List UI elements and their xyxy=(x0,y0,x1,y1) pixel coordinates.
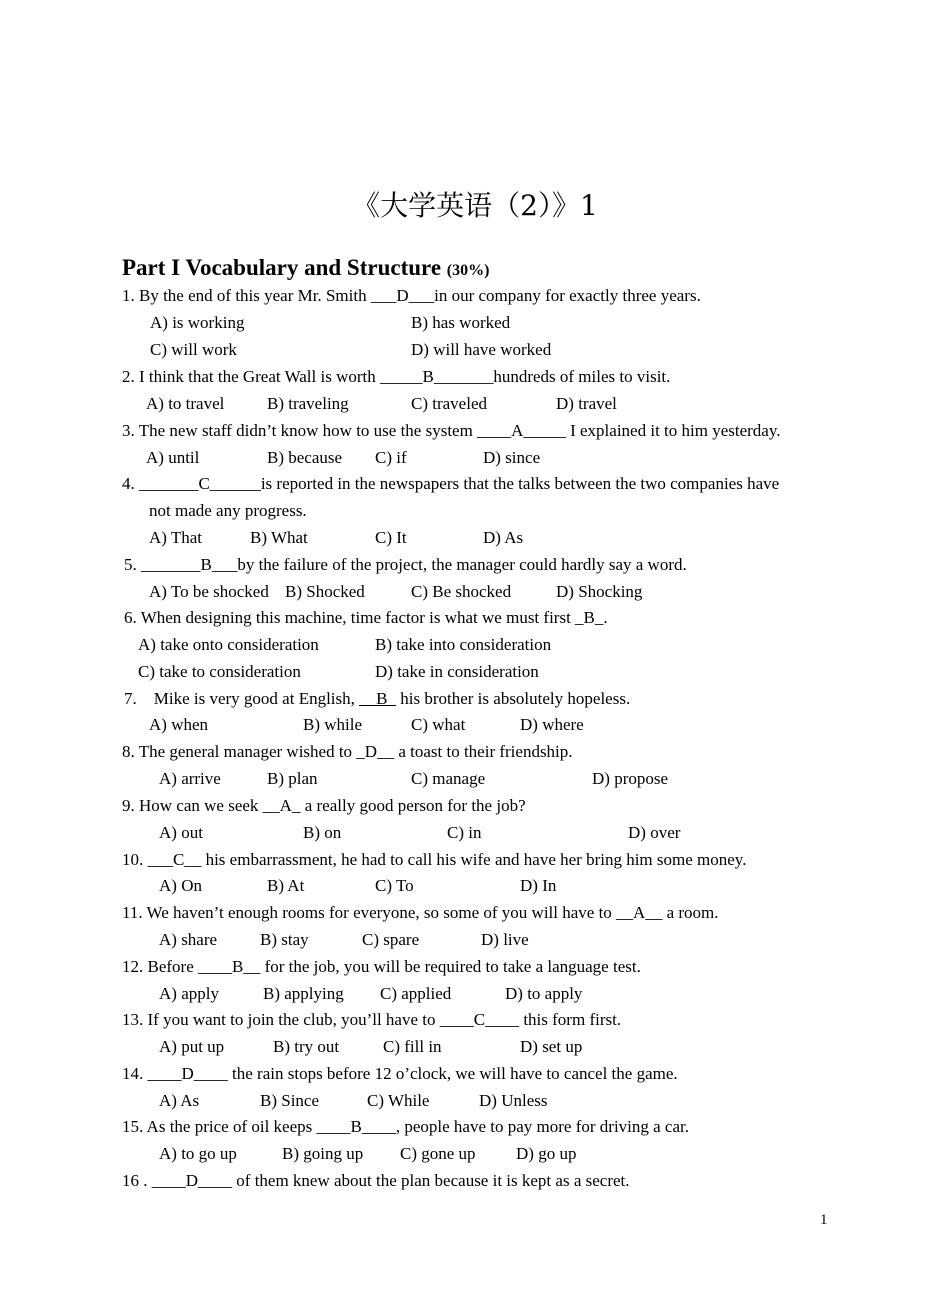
part-label: Part I Vocabulary and Structure xyxy=(122,255,442,280)
question-stem-continued: not made any progress. xyxy=(149,501,307,520)
option: B) because xyxy=(267,448,343,467)
option: A) As xyxy=(159,1091,200,1110)
option: A) to go up xyxy=(159,1144,237,1163)
option: D) travel xyxy=(556,394,617,413)
question-text: Mike is very good at English, xyxy=(153,689,360,708)
option: D) In xyxy=(520,876,557,895)
page-number: 1 xyxy=(820,1212,828,1228)
question-stem: 1. By the end of this year Mr. Smith ___D___in our company for exactly three years. xyxy=(122,286,701,305)
option: D) take in consideration xyxy=(375,662,539,681)
option: D) set up xyxy=(520,1037,583,1056)
option: D) propose xyxy=(592,769,669,788)
option: A) arrive xyxy=(159,769,221,788)
option: C) spare xyxy=(362,930,420,949)
option: D) As xyxy=(483,528,524,547)
question-stem: 3. The new staff didn’t know how to use the system ____A_____ I explained it to him yesterday. xyxy=(122,421,781,440)
question-text: his brother is absolutely hopeless. xyxy=(396,689,631,708)
option: C) will work xyxy=(150,340,237,359)
option: C) gone up xyxy=(400,1144,476,1163)
option: A) apply xyxy=(159,984,219,1003)
option: C) To xyxy=(375,876,414,895)
option: C) applied xyxy=(380,984,452,1003)
question-stem: 8. The general manager wished to _D__ a toast to their friendship. xyxy=(122,742,573,761)
option: B) has worked xyxy=(411,313,511,332)
option: D) will have worked xyxy=(411,340,552,359)
question-stem: 5. _______B___by the failure of the project, the manager could hardly say a word. xyxy=(124,555,687,574)
part-heading xyxy=(122,255,489,281)
question-stem: 11. We haven’t enough rooms for everyone, so some of you will have to __A__ a room. xyxy=(122,903,719,922)
option: B) take into consideration xyxy=(375,635,552,654)
option: D) to apply xyxy=(505,984,583,1003)
option: A) put up xyxy=(159,1037,225,1056)
answer-blank: __B_ xyxy=(359,689,396,708)
option: D) since xyxy=(483,448,541,467)
option: D) where xyxy=(520,715,584,734)
option: B) traveling xyxy=(267,394,349,413)
option: B) What xyxy=(250,528,308,547)
option: B) plan xyxy=(267,769,318,788)
option: A) To be shocked xyxy=(149,582,269,601)
option: D) Shocking xyxy=(556,582,643,601)
option: C) It xyxy=(375,528,407,547)
question-stem: 14. ____D____ the rain stops before 12 o’clock, we will have to cancel the game. xyxy=(122,1064,678,1083)
option: B) Shocked xyxy=(285,582,365,601)
question-stem xyxy=(124,685,630,712)
option: A) On xyxy=(159,876,202,895)
option: C) fill in xyxy=(383,1037,442,1056)
option: A) is working xyxy=(150,313,245,332)
question-number: 7. xyxy=(124,689,137,708)
option: A) share xyxy=(159,930,218,949)
option: A) That xyxy=(149,528,203,547)
part-percent: (30%) xyxy=(446,262,490,279)
option: A) take onto consideration xyxy=(138,635,319,654)
option: C) if xyxy=(375,448,407,467)
option: C) Be shocked xyxy=(411,582,512,601)
option: C) take to consideration xyxy=(138,662,301,681)
option: B) try out xyxy=(273,1037,340,1056)
option: B) going up xyxy=(282,1144,364,1163)
option: A) until xyxy=(146,448,200,467)
document-title: 《大学英语（2）》1 xyxy=(352,189,598,222)
option: B) stay xyxy=(260,930,309,949)
option: C) what xyxy=(411,715,466,734)
option: C) While xyxy=(367,1091,430,1110)
question-stem: 16 . ____D____ of them knew about the plan because it is kept as a secret. xyxy=(122,1171,630,1190)
option: D) go up xyxy=(516,1144,577,1163)
option: B) Since xyxy=(260,1091,320,1110)
question-stem: 2. I think that the Great Wall is worth _____B_______hundreds of miles to visit. xyxy=(122,367,671,386)
option: B) on xyxy=(303,823,342,842)
option: C) manage xyxy=(411,769,486,788)
option: A) when xyxy=(149,715,209,734)
option: C) traveled xyxy=(411,394,487,413)
option: B) applying xyxy=(263,984,344,1003)
option: A) to travel xyxy=(146,394,225,413)
option: B) while xyxy=(303,715,363,734)
question-stem: 4. _______C______is reported in the newspapers that the talks between the two companies have xyxy=(122,474,780,493)
question-stem: 15. As the price of oil keeps ____B____, people have to pay more for driving a car. xyxy=(122,1117,689,1136)
option: D) Unless xyxy=(479,1091,548,1110)
question-stem: 12. Before ____B__ for the job, you will be required to take a language test. xyxy=(122,957,641,976)
option: D) over xyxy=(628,823,681,842)
question-stem: 13. If you want to join the club, you’ll have to ____C____ this form first. xyxy=(122,1010,622,1029)
option: C) in xyxy=(447,823,482,842)
option: A) out xyxy=(159,823,203,842)
question-stem: 6. When designing this machine, time factor is what we must first _B_. xyxy=(124,608,608,627)
option: D) live xyxy=(481,930,529,949)
question-stem: 9. How can we seek __A_ a really good person for the job? xyxy=(122,796,526,815)
question-stem: 10. ___C__ his embarrassment, he had to call his wife and have her bring him some money. xyxy=(122,850,747,869)
option: B) At xyxy=(267,876,305,895)
